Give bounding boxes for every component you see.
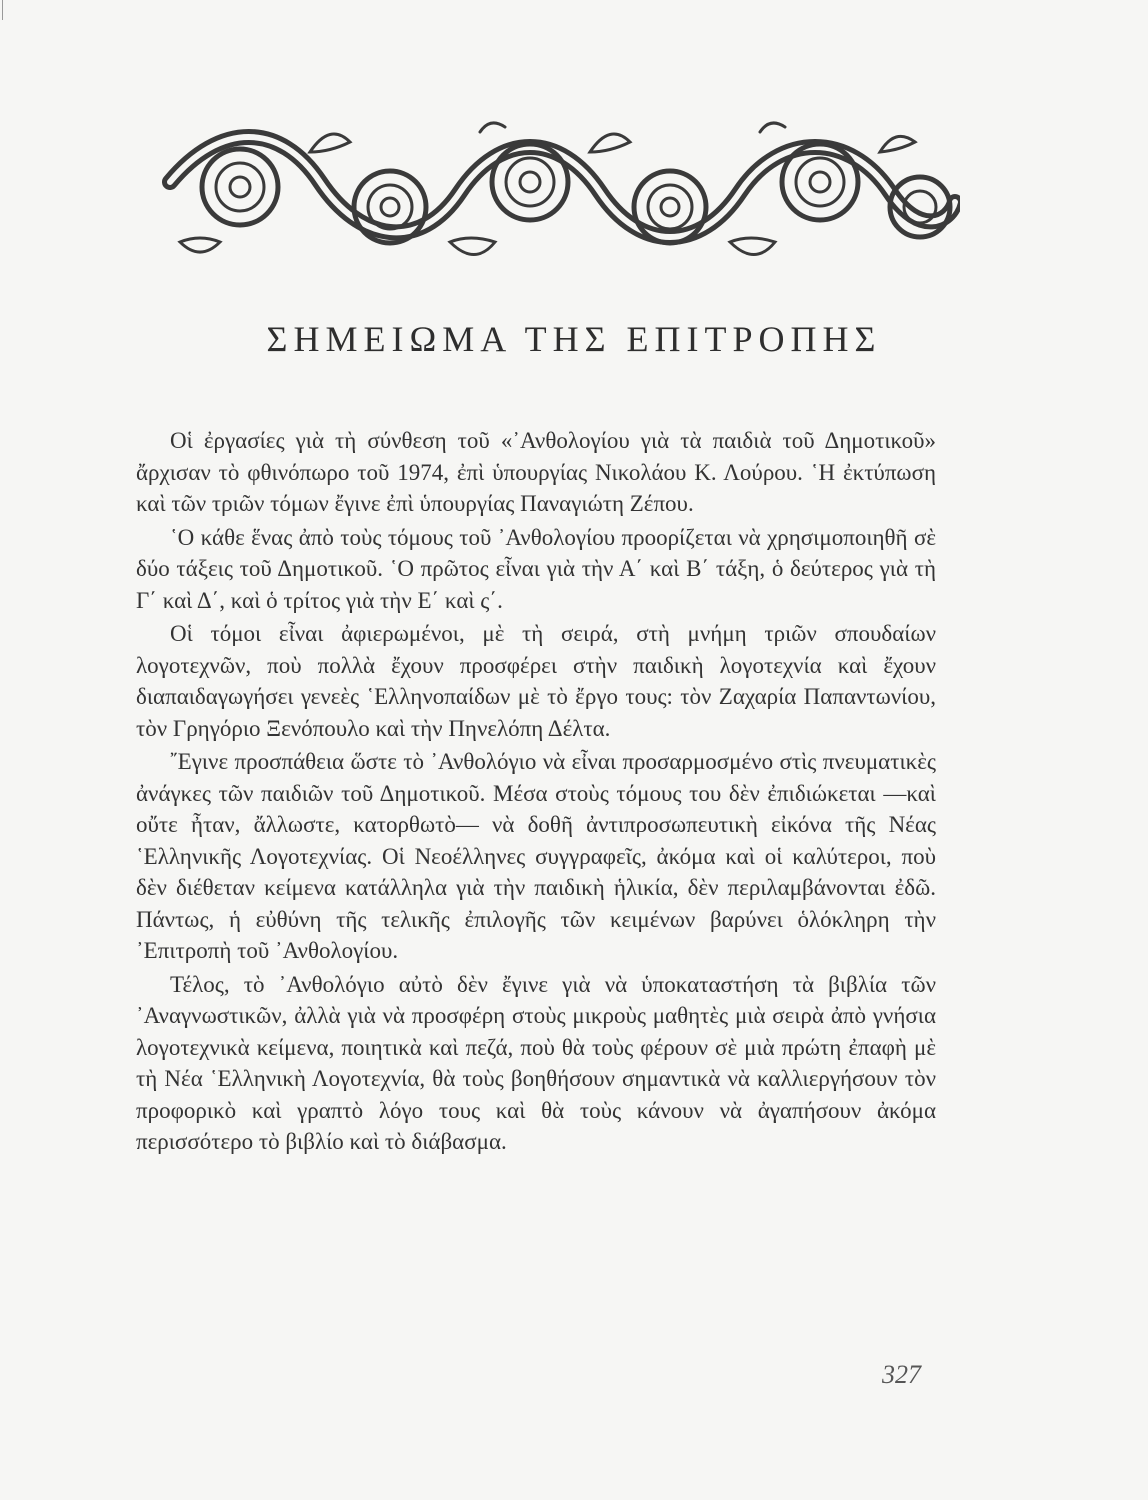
byzantine-scroll-ornament-icon [160, 112, 960, 284]
page-title: ΣΗΜΕΙΩΜΑ ΤΗΣ ΕΠΙΤΡΟΠΗΣ [266, 319, 882, 359]
page-number: 327 [882, 1360, 921, 1389]
paragraph: Οἱ ἐργασίες γιὰ τὴ σύνθεση τοῦ «᾿Ανθολογίου γιὰ τὰ παιδιὰ τοῦ Δημοτικοῦ» ἄρχισαν τὸ φθινόπωρο τοῦ 1974, ἐπὶ ὑπουργίας Νικολάου Κ. Λούρου. ῾Η ἐκτύπωση καὶ τῶν τριῶν τόμων ἔγινε ἐπὶ ὑπουργίας Παναγιώτη Ζέπου. [136, 428, 936, 516]
paragraph: Τέλος, τὸ ᾿Ανθολόγιο αὐτὸ δὲν ἔγινε γιὰ νὰ ὑποκαταστήση τὰ βιβλία τῶν ᾿Αναγνωστικῶν, ἀλλὰ γιὰ νὰ προσφέρη στοὺς μικροὺς μαθητὲς μιὰ σειρὰ ἀπὸ γνήσια λογοτεχνικὰ κείμενα, ποιητικὰ καὶ πεζά, ποὺ θὰ τοὺς φέρουν σὲ μιὰ πρώτη ἐπαφὴ μὲ τὴ Νέα ῾Ελληνικὴ Λογοτεχνία, θὰ τοὺς βοηθήσουν σημαντικὰ νὰ καλλιεργήσουν τὸν προφορικὸ καὶ γραπτὸ λόγο τους καὶ θὰ τοὺς κάνουν νὰ ἀγαπήσουν ἀκόμα περισσότερο τὸ βιβλίο καὶ τὸ διάβασμα. [136, 971, 936, 1154]
margin-mark [2, 0, 6, 20]
paragraph: Οἱ τόμοι εἶναι ἀφιερωμένοι, μὲ τὴ σειρά, στὴ μνήμη τριῶν σπουδαίων λογοτεχνῶν, ποὺ πολλὰ ἔχουν προσφέρει στὴν παιδικὴ λογοτεχνία καὶ ἔχουν διαπαιδαγωγήσει γενεὲς ῾Ελληνοπαίδων μὲ τὸ ἔργο τους: τὸν Ζαχαρία Παπαντωνίου, τὸν Γρηγόριο Ξενόπουλο καὶ τὴν Πηνελόπη Δέλτα. [136, 621, 936, 741]
body-text [136, 425, 936, 1160]
paragraph: ῾Ο κάθε ἕνας ἀπὸ τοὺς τόμους τοῦ ᾿Ανθολογίου προορίζεται νὰ χρησιμοποιηθῆ σὲ δύο τάξεις τοῦ Δημοτικοῦ. ῾Ο πρῶτος εἶναι γιὰ τὴν Α΄ καὶ Β΄ τάξη, ὁ δεύτερος γιὰ τὴ Γ΄ καὶ Δ΄, καὶ ὁ τρίτος γιὰ τὴν Ε΄ καὶ ς΄. [136, 524, 936, 613]
paragraph: ῎Εγινε προσπάθεια ὥστε τὸ ᾿Ανθολόγιο νὰ εἶναι προσαρμοσμένο στὶς πνευματικὲς ἀνάγκες τῶν παιδιῶν τοῦ Δημοτικοῦ. Μέσα στοὺς τόμους του δὲν ἐπιδιώκεται —καὶ οὔτε ἦταν, ἄλλωστε, κατορθωτὸ— νὰ δοθῆ ἀντιπροσωπευτικὴ εἰκόνα τῆς Νέας ῾Ελληνικῆς Λογοτεχνίας. Οἱ Νεοέλληνες συγγραφεῖς, ἀκόμα καὶ οἱ καλύτεροι, ποὺ δὲν διέθεταν κείμενα κατάλληλα γιὰ τὴν παιδικὴ ἡλικία, δὲν περιλαμβάνονται ἐδῶ. Πάντως, ἡ εὐθύνη τῆς τελικῆς ἐπιλογῆς τῶν κειμένων βαρύνει ὁλόκληρη τὴν ᾿Επιτροπὴ τοῦ ᾿Ανθολογίου. [136, 749, 936, 963]
